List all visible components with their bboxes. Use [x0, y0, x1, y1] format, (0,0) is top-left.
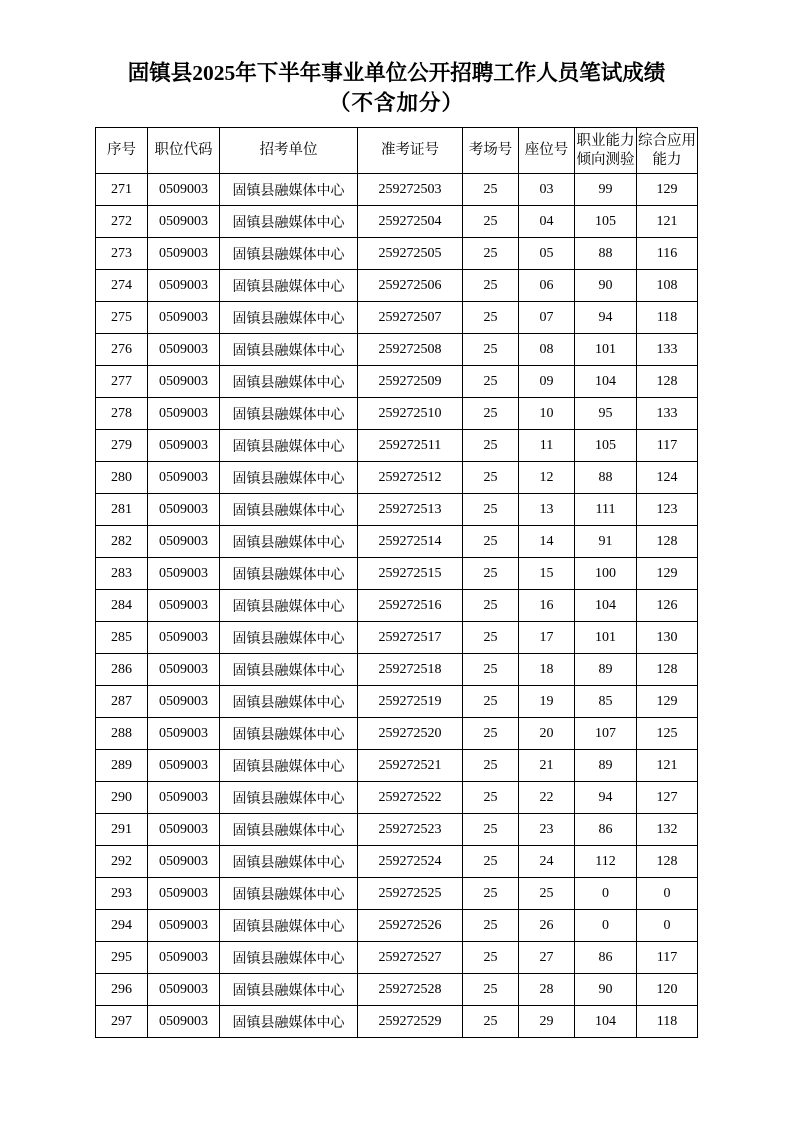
cell-position-code: 0509003 [148, 910, 220, 942]
cell-aptitude-score: 104 [575, 590, 637, 622]
table-row [96, 814, 698, 846]
cell-admission-ticket: 259272515 [358, 558, 463, 590]
cell-sequence: 294 [96, 910, 148, 942]
cell-exam-room: 25 [463, 462, 519, 494]
cell-position-code: 0509003 [148, 334, 220, 366]
cell-seat-number: 12 [519, 462, 575, 494]
cell-position-code: 0509003 [148, 206, 220, 238]
cell-exam-room: 25 [463, 974, 519, 1006]
cell-recruiting-unit: 固镇县融媒体中心 [220, 174, 358, 206]
cell-position-code: 0509003 [148, 526, 220, 558]
table-row [96, 1006, 698, 1038]
cell-admission-ticket: 259272510 [358, 398, 463, 430]
cell-admission-ticket: 259272525 [358, 878, 463, 910]
cell-seat-number: 15 [519, 558, 575, 590]
cell-comprehensive-score: 127 [637, 782, 698, 814]
cell-admission-ticket: 259272503 [358, 174, 463, 206]
cell-admission-ticket: 259272520 [358, 718, 463, 750]
column-header-recruiting-unit: 招考单位 [220, 128, 358, 174]
cell-aptitude-score: 99 [575, 174, 637, 206]
cell-admission-ticket: 259272517 [358, 622, 463, 654]
cell-aptitude-score: 85 [575, 686, 637, 718]
cell-aptitude-score: 107 [575, 718, 637, 750]
cell-comprehensive-score: 121 [637, 750, 698, 782]
cell-sequence: 280 [96, 462, 148, 494]
cell-seat-number: 28 [519, 974, 575, 1006]
cell-admission-ticket: 259272521 [358, 750, 463, 782]
cell-sequence: 296 [96, 974, 148, 1006]
cell-aptitude-score: 90 [575, 270, 637, 302]
cell-comprehensive-score: 120 [637, 974, 698, 1006]
table-row [96, 846, 698, 878]
cell-exam-room: 25 [463, 206, 519, 238]
table-body [96, 174, 698, 1038]
cell-position-code: 0509003 [148, 846, 220, 878]
cell-comprehensive-score: 118 [637, 302, 698, 334]
column-header-aptitude-test [575, 128, 637, 174]
table-row [96, 494, 698, 526]
cell-recruiting-unit: 固镇县融媒体中心 [220, 526, 358, 558]
table-row [96, 942, 698, 974]
cell-comprehensive-score: 129 [637, 686, 698, 718]
cell-comprehensive-score: 124 [637, 462, 698, 494]
cell-recruiting-unit: 固镇县融媒体中心 [220, 846, 358, 878]
cell-position-code: 0509003 [148, 718, 220, 750]
cell-comprehensive-score: 128 [637, 526, 698, 558]
cell-exam-room: 25 [463, 1006, 519, 1038]
column-header-position-code: 职位代码 [148, 128, 220, 174]
cell-aptitude-score: 94 [575, 302, 637, 334]
cell-comprehensive-score: 116 [637, 238, 698, 270]
table-row [96, 174, 698, 206]
cell-aptitude-score: 94 [575, 782, 637, 814]
cell-recruiting-unit: 固镇县融媒体中心 [220, 334, 358, 366]
cell-recruiting-unit: 固镇县融媒体中心 [220, 270, 358, 302]
cell-comprehensive-score: 133 [637, 334, 698, 366]
cell-seat-number: 27 [519, 942, 575, 974]
cell-position-code: 0509003 [148, 814, 220, 846]
cell-exam-room: 25 [463, 750, 519, 782]
cell-admission-ticket: 259272505 [358, 238, 463, 270]
cell-admission-ticket: 259272529 [358, 1006, 463, 1038]
cell-aptitude-score: 86 [575, 814, 637, 846]
cell-seat-number: 09 [519, 366, 575, 398]
cell-sequence: 281 [96, 494, 148, 526]
table-row [96, 462, 698, 494]
cell-recruiting-unit: 固镇县融媒体中心 [220, 590, 358, 622]
cell-recruiting-unit: 固镇县融媒体中心 [220, 462, 358, 494]
cell-comprehensive-score: 130 [637, 622, 698, 654]
cell-comprehensive-score: 125 [637, 718, 698, 750]
table-header-row [96, 128, 698, 174]
cell-position-code: 0509003 [148, 590, 220, 622]
cell-position-code: 0509003 [148, 974, 220, 1006]
cell-seat-number: 21 [519, 750, 575, 782]
cell-admission-ticket: 259272504 [358, 206, 463, 238]
cell-comprehensive-score: 0 [637, 910, 698, 942]
table-row [96, 590, 698, 622]
cell-comprehensive-score: 128 [637, 366, 698, 398]
cell-sequence: 285 [96, 622, 148, 654]
cell-sequence: 278 [96, 398, 148, 430]
cell-sequence: 272 [96, 206, 148, 238]
table-row [96, 686, 698, 718]
cell-exam-room: 25 [463, 238, 519, 270]
cell-comprehensive-score: 129 [637, 558, 698, 590]
table-row [96, 366, 698, 398]
cell-admission-ticket: 259272514 [358, 526, 463, 558]
cell-comprehensive-score: 128 [637, 654, 698, 686]
cell-position-code: 0509003 [148, 622, 220, 654]
cell-seat-number: 19 [519, 686, 575, 718]
cell-aptitude-score: 101 [575, 622, 637, 654]
cell-recruiting-unit: 固镇县融媒体中心 [220, 558, 358, 590]
cell-recruiting-unit: 固镇县融媒体中心 [220, 430, 358, 462]
cell-recruiting-unit: 固镇县融媒体中心 [220, 1006, 358, 1038]
cell-comprehensive-score: 133 [637, 398, 698, 430]
cell-seat-number: 03 [519, 174, 575, 206]
cell-comprehensive-score: 128 [637, 846, 698, 878]
cell-aptitude-score: 86 [575, 942, 637, 974]
cell-sequence: 277 [96, 366, 148, 398]
cell-seat-number: 06 [519, 270, 575, 302]
cell-sequence: 290 [96, 782, 148, 814]
cell-admission-ticket: 259272527 [358, 942, 463, 974]
cell-exam-room: 25 [463, 494, 519, 526]
cell-comprehensive-score: 117 [637, 430, 698, 462]
cell-position-code: 0509003 [148, 430, 220, 462]
table-row [96, 334, 698, 366]
cell-exam-room: 25 [463, 910, 519, 942]
table-row [96, 206, 698, 238]
cell-sequence: 276 [96, 334, 148, 366]
cell-admission-ticket: 259272506 [358, 270, 463, 302]
grades-table-container [0, 127, 793, 1038]
page-title-line-1: 固镇县2025年下半年事业单位公开招聘工作人员笔试成绩 [127, 61, 666, 85]
cell-aptitude-score: 111 [575, 494, 637, 526]
cell-aptitude-score: 104 [575, 366, 637, 398]
cell-recruiting-unit: 固镇县融媒体中心 [220, 366, 358, 398]
cell-recruiting-unit: 固镇县融媒体中心 [220, 718, 358, 750]
cell-recruiting-unit: 固镇县融媒体中心 [220, 302, 358, 334]
cell-position-code: 0509003 [148, 366, 220, 398]
table-row [96, 910, 698, 942]
column-header-line: 倾向测验 [576, 151, 635, 168]
cell-admission-ticket: 259272507 [358, 302, 463, 334]
cell-admission-ticket: 259272518 [358, 654, 463, 686]
cell-sequence: 293 [96, 878, 148, 910]
cell-seat-number: 25 [519, 878, 575, 910]
cell-recruiting-unit: 固镇县融媒体中心 [220, 814, 358, 846]
column-header-exam-room: 考场号 [463, 128, 519, 174]
cell-seat-number: 22 [519, 782, 575, 814]
cell-exam-room: 25 [463, 270, 519, 302]
cell-seat-number: 18 [519, 654, 575, 686]
cell-admission-ticket: 259272516 [358, 590, 463, 622]
cell-recruiting-unit: 固镇县融媒体中心 [220, 494, 358, 526]
cell-seat-number: 23 [519, 814, 575, 846]
cell-admission-ticket: 259272528 [358, 974, 463, 1006]
cell-position-code: 0509003 [148, 782, 220, 814]
cell-position-code: 0509003 [148, 302, 220, 334]
table-row [96, 782, 698, 814]
cell-admission-ticket: 259272512 [358, 462, 463, 494]
cell-recruiting-unit: 固镇县融媒体中心 [220, 686, 358, 718]
cell-sequence: 279 [96, 430, 148, 462]
cell-position-code: 0509003 [148, 1006, 220, 1038]
page-title-line-2: （不含加分） [328, 91, 464, 115]
cell-seat-number: 16 [519, 590, 575, 622]
cell-admission-ticket: 259272519 [358, 686, 463, 718]
cell-seat-number: 24 [519, 846, 575, 878]
cell-exam-room: 25 [463, 558, 519, 590]
cell-exam-room: 25 [463, 718, 519, 750]
cell-sequence: 297 [96, 1006, 148, 1038]
table-row [96, 430, 698, 462]
cell-exam-room: 25 [463, 334, 519, 366]
cell-exam-room: 25 [463, 878, 519, 910]
cell-seat-number: 05 [519, 238, 575, 270]
cell-seat-number: 29 [519, 1006, 575, 1038]
cell-sequence: 289 [96, 750, 148, 782]
cell-aptitude-score: 0 [575, 910, 637, 942]
cell-aptitude-score: 88 [575, 238, 637, 270]
cell-exam-room: 25 [463, 942, 519, 974]
cell-exam-room: 25 [463, 686, 519, 718]
cell-comprehensive-score: 118 [637, 1006, 698, 1038]
cell-admission-ticket: 259272513 [358, 494, 463, 526]
cell-aptitude-score: 89 [575, 750, 637, 782]
cell-recruiting-unit: 固镇县融媒体中心 [220, 942, 358, 974]
cell-exam-room: 25 [463, 654, 519, 686]
column-header-sequence: 序号 [96, 128, 148, 174]
cell-position-code: 0509003 [148, 878, 220, 910]
cell-admission-ticket: 259272508 [358, 334, 463, 366]
cell-comprehensive-score: 0 [637, 878, 698, 910]
cell-exam-room: 25 [463, 174, 519, 206]
cell-recruiting-unit: 固镇县融媒体中心 [220, 878, 358, 910]
cell-recruiting-unit: 固镇县融媒体中心 [220, 238, 358, 270]
cell-position-code: 0509003 [148, 398, 220, 430]
column-header-seat-number: 座位号 [519, 128, 575, 174]
cell-position-code: 0509003 [148, 750, 220, 782]
cell-exam-room: 25 [463, 846, 519, 878]
cell-position-code: 0509003 [148, 654, 220, 686]
cell-sequence: 287 [96, 686, 148, 718]
cell-seat-number: 13 [519, 494, 575, 526]
cell-recruiting-unit: 固镇县融媒体中心 [220, 654, 358, 686]
cell-comprehensive-score: 121 [637, 206, 698, 238]
cell-comprehensive-score: 126 [637, 590, 698, 622]
cell-seat-number: 10 [519, 398, 575, 430]
cell-exam-room: 25 [463, 622, 519, 654]
cell-admission-ticket: 259272523 [358, 814, 463, 846]
table-header [96, 128, 698, 174]
cell-comprehensive-score: 108 [637, 270, 698, 302]
cell-sequence: 275 [96, 302, 148, 334]
cell-sequence: 274 [96, 270, 148, 302]
table-row [96, 302, 698, 334]
cell-aptitude-score: 90 [575, 974, 637, 1006]
table-row [96, 398, 698, 430]
table-row [96, 270, 698, 302]
cell-sequence: 288 [96, 718, 148, 750]
cell-admission-ticket: 259272511 [358, 430, 463, 462]
cell-seat-number: 07 [519, 302, 575, 334]
column-header-admission-ticket: 准考证号 [358, 128, 463, 174]
column-header-line: 职业能力 [576, 132, 635, 149]
cell-aptitude-score: 0 [575, 878, 637, 910]
cell-seat-number: 11 [519, 430, 575, 462]
cell-seat-number: 26 [519, 910, 575, 942]
column-header-line: 能力 [652, 151, 682, 168]
cell-aptitude-score: 101 [575, 334, 637, 366]
cell-recruiting-unit: 固镇县融媒体中心 [220, 910, 358, 942]
table-row [96, 750, 698, 782]
cell-sequence: 292 [96, 846, 148, 878]
cell-sequence: 295 [96, 942, 148, 974]
column-header-comprehensive-ability [637, 128, 698, 174]
cell-comprehensive-score: 123 [637, 494, 698, 526]
table-row [96, 718, 698, 750]
cell-seat-number: 08 [519, 334, 575, 366]
cell-aptitude-score: 105 [575, 430, 637, 462]
cell-aptitude-score: 104 [575, 1006, 637, 1038]
cell-exam-room: 25 [463, 430, 519, 462]
cell-recruiting-unit: 固镇县融媒体中心 [220, 622, 358, 654]
table-row [96, 654, 698, 686]
cell-aptitude-score: 91 [575, 526, 637, 558]
cell-exam-room: 25 [463, 526, 519, 558]
cell-aptitude-score: 112 [575, 846, 637, 878]
cell-admission-ticket: 259272524 [358, 846, 463, 878]
cell-position-code: 0509003 [148, 238, 220, 270]
grades-table [95, 127, 698, 1038]
cell-recruiting-unit: 固镇县融媒体中心 [220, 782, 358, 814]
cell-seat-number: 14 [519, 526, 575, 558]
column-header-line: 综合应用 [638, 132, 696, 149]
cell-position-code: 0509003 [148, 462, 220, 494]
cell-recruiting-unit: 固镇县融媒体中心 [220, 750, 358, 782]
cell-recruiting-unit: 固镇县融媒体中心 [220, 206, 358, 238]
cell-sequence: 282 [96, 526, 148, 558]
table-row [96, 878, 698, 910]
table-row [96, 974, 698, 1006]
table-row [96, 238, 698, 270]
table-row [96, 622, 698, 654]
cell-position-code: 0509003 [148, 558, 220, 590]
cell-position-code: 0509003 [148, 494, 220, 526]
cell-sequence: 283 [96, 558, 148, 590]
cell-admission-ticket: 259272509 [358, 366, 463, 398]
cell-seat-number: 04 [519, 206, 575, 238]
cell-exam-room: 25 [463, 302, 519, 334]
cell-sequence: 291 [96, 814, 148, 846]
cell-seat-number: 20 [519, 718, 575, 750]
cell-sequence: 271 [96, 174, 148, 206]
cell-exam-room: 25 [463, 590, 519, 622]
cell-exam-room: 25 [463, 398, 519, 430]
cell-aptitude-score: 105 [575, 206, 637, 238]
cell-sequence: 273 [96, 238, 148, 270]
cell-comprehensive-score: 129 [637, 174, 698, 206]
cell-exam-room: 25 [463, 782, 519, 814]
cell-aptitude-score: 88 [575, 462, 637, 494]
cell-position-code: 0509003 [148, 174, 220, 206]
cell-position-code: 0509003 [148, 686, 220, 718]
cell-admission-ticket: 259272522 [358, 782, 463, 814]
cell-admission-ticket: 259272526 [358, 910, 463, 942]
table-row [96, 558, 698, 590]
cell-sequence: 284 [96, 590, 148, 622]
cell-comprehensive-score: 132 [637, 814, 698, 846]
cell-comprehensive-score: 117 [637, 942, 698, 974]
cell-position-code: 0509003 [148, 270, 220, 302]
cell-seat-number: 17 [519, 622, 575, 654]
cell-sequence: 286 [96, 654, 148, 686]
cell-recruiting-unit: 固镇县融媒体中心 [220, 974, 358, 1006]
cell-recruiting-unit: 固镇县融媒体中心 [220, 398, 358, 430]
cell-position-code: 0509003 [148, 942, 220, 974]
cell-aptitude-score: 100 [575, 558, 637, 590]
cell-exam-room: 25 [463, 366, 519, 398]
cell-aptitude-score: 89 [575, 654, 637, 686]
cell-exam-room: 25 [463, 814, 519, 846]
table-row [96, 526, 698, 558]
document-title-block [0, 0, 793, 118]
cell-aptitude-score: 95 [575, 398, 637, 430]
